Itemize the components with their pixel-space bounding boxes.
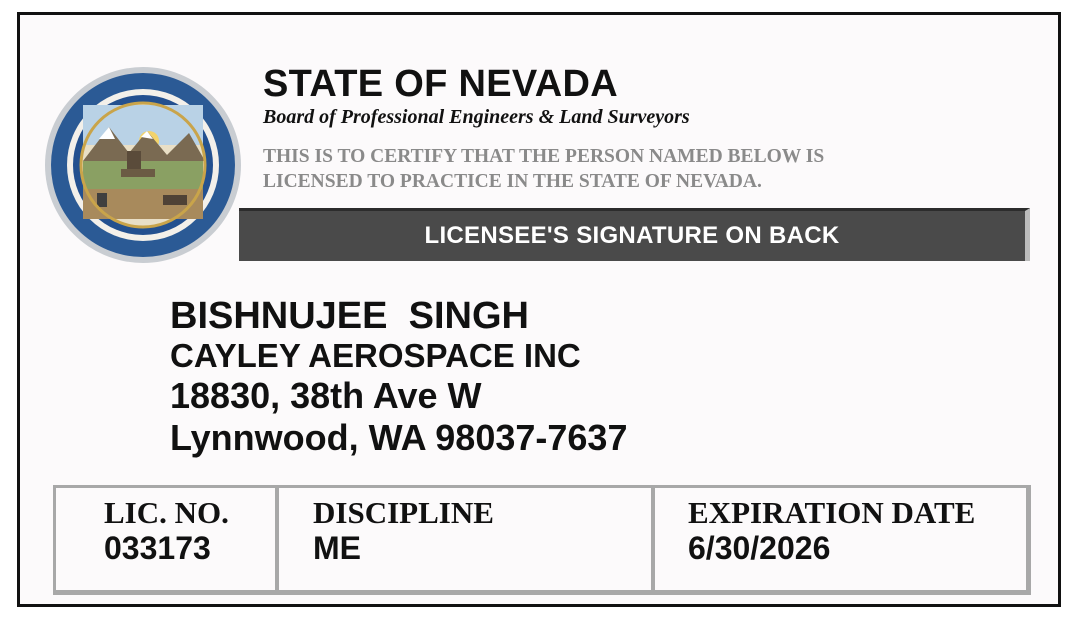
certify-line-2: LICENSED TO PRACTICE IN THE STATE OF NEVADA. (263, 171, 762, 192)
address-line-2: Lynnwood, WA 98037-7637 (170, 417, 628, 458)
licensee-name: BISHNUJEE SINGH (170, 295, 529, 337)
expiration-cell (651, 488, 1026, 590)
license-number-label: LIC. NO. (104, 495, 229, 530)
license-number-value: 033173 (104, 530, 211, 566)
board-name: Board of Professional Engineers & Land Surveyors (263, 106, 690, 128)
address-line-1: 18830, 38th Ave W (170, 375, 482, 416)
discipline-value: ME (313, 530, 361, 566)
state-title: STATE OF NEVADA (263, 63, 618, 105)
license-details-table (53, 485, 1031, 595)
discipline-label: DISCIPLINE (313, 495, 494, 530)
license-card (17, 12, 1061, 607)
discipline-cell (275, 488, 651, 590)
licensee-block (170, 295, 627, 459)
signature-banner (239, 208, 1030, 261)
certification-statement (263, 144, 1023, 194)
signature-banner-text: LICENSEE'S SIGNATURE ON BACK (424, 222, 840, 249)
certify-line-1: THIS IS TO CERTIFY THAT THE PERSON NAMED BELOW IS (263, 146, 825, 167)
license-number-cell (56, 488, 275, 590)
expiration-label: EXPIRATION DATE (688, 495, 976, 530)
expiration-value: 6/30/2026 (688, 530, 831, 566)
state-seal-icon (43, 65, 243, 265)
licensee-company: CAYLEY AEROSPACE INC (170, 337, 581, 374)
